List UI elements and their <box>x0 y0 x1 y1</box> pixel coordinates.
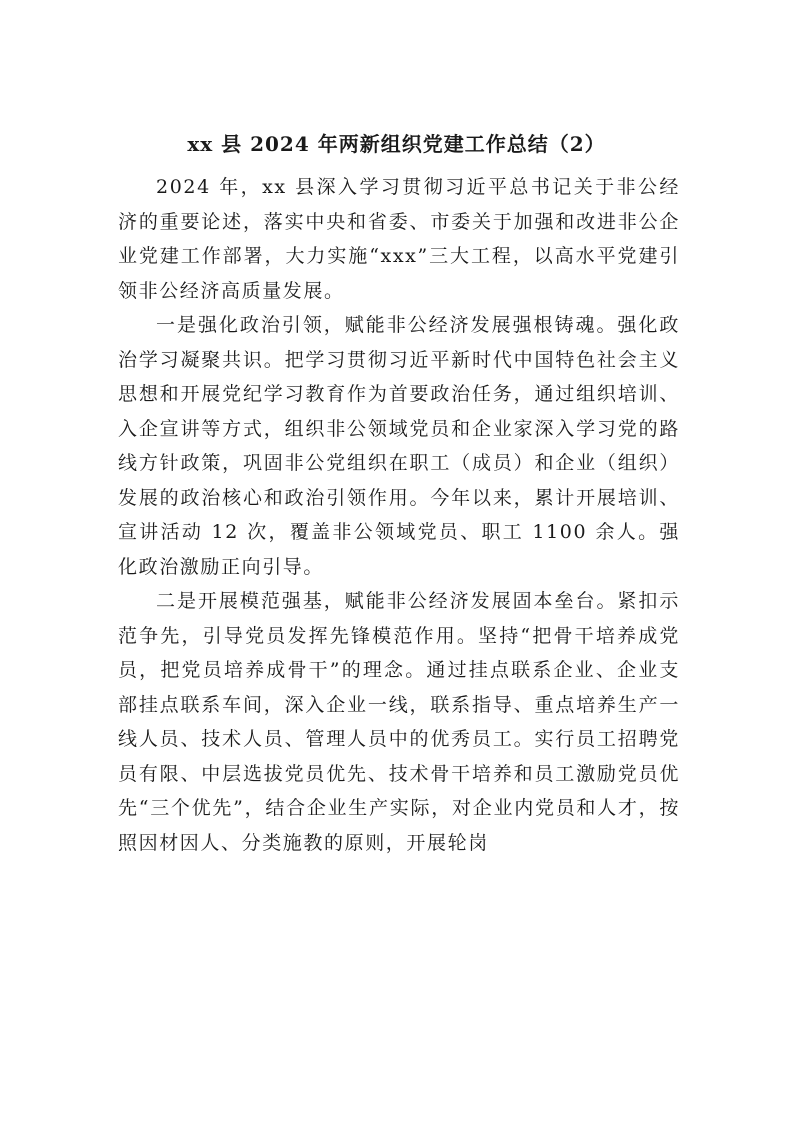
paragraph-intro: 2024 年，xx 县深入学习贯彻习近平总书记关于非公经济的重要论述，落实中央和省委、市委关于加强和改进非公企业党建工作部署，大力实施“xxx”三大工程，以高水平党建引领非公经济高质量发展。 <box>118 176 680 302</box>
paragraph-political-leadership: 一是强化政治引领，赋能非公经济发展强根铸魂。强化政治学习凝聚共识。把学习贯彻习近平新时代中国特色社会主义思想和开展党纪学习教育作为首要政治任务，通过组织培训、入企宣讲等方式，组织非公领域党员和企业家深入学习党的路线方针政策，巩固非公党组织在职工（成员）和企业（组织）发展的政治核心和政治引领作用。今年以来，累计开展培训、宣讲活动 12 次，覆盖非公领域党员、职工 1100 余人。强化政治激励正向引导。 <box>118 314 680 578</box>
document-body <box>118 170 680 860</box>
paragraph-model-foundation: 二是开展模范强基，赋能非公经济发展固本垒台。紧扣示范争先，引导党员发挥先锋模范作用。坚持“把骨干培养成党员，把党员培养成骨干”的理念。通过挂点联系企业、企业支部挂点联系车间，深入企业一线，联系指导、重点培养生产一线人员、技术人员、管理人员中的优秀员工。实行员工招聘党员有限、中层选拔党员优先、技术骨干培养和员工激励党员优先“三个优先”，结合企业生产实际，对企业内党员和人才，按照因材因人、分类施教的原则，开展轮岗 <box>118 590 680 854</box>
document-title: xx 县 2024 年两新组织党建工作总结（2） <box>187 132 606 156</box>
